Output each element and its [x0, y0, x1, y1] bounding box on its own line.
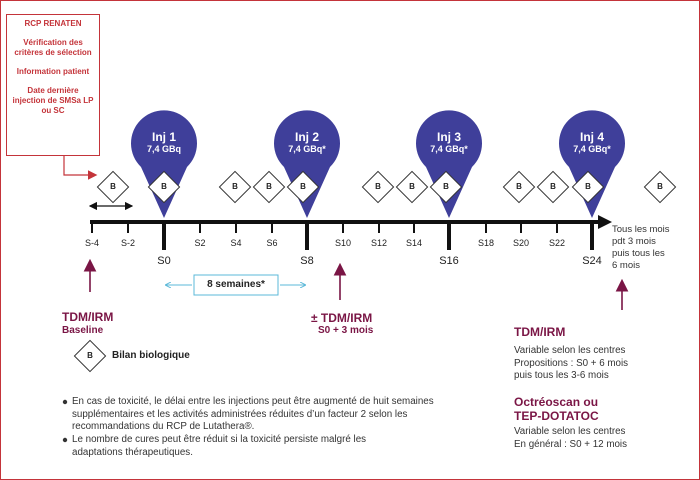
bio-marker-label: B — [161, 182, 167, 191]
injection-name: Inj 1 — [151, 130, 176, 144]
tick-label-major: S8 — [300, 255, 314, 267]
injection-name: Inj 2 — [294, 130, 319, 144]
followup-octreo-title-line: Octréoscan ou — [514, 395, 599, 409]
tick-label: S2 — [194, 238, 206, 248]
end-note-line: pdt 3 mois — [612, 236, 656, 247]
mid-exam-sub: S0 + 3 mois — [318, 325, 374, 336]
interval-label: 8 semaines* — [207, 279, 265, 290]
timeline-arrowhead — [598, 215, 612, 229]
injection-dose: 7,4 GBq* — [573, 144, 611, 154]
note-toxicity-reduction: Le nombre de cures peut être réduit si la toxicité persiste malgré les adaptations thérapeutiques. — [72, 434, 367, 458]
end-note-line: Tous les mois — [612, 224, 670, 235]
rcp-line-last-injection: Date dernière injection de SMSa LP ou SC — [12, 86, 94, 115]
baseline-exam-sub: Baseline — [62, 325, 104, 336]
injection-pin-4 — [559, 110, 625, 218]
tick-label-major: S16 — [439, 255, 459, 267]
followup-octreo-line: Variable selon les centres — [514, 426, 626, 437]
injection-label-1 — [129, 130, 199, 155]
tick-label: S-4 — [84, 238, 100, 248]
tick-label: S-2 — [120, 238, 136, 248]
followup-tdm-line: puis tous les 3-6 mois — [514, 370, 609, 381]
end-note-line: puis tous les — [612, 248, 665, 259]
rcp-connector-arrow — [64, 156, 95, 175]
bio-marker-label: B — [110, 182, 116, 191]
injection-dose: 7,4 GBq* — [430, 144, 468, 154]
legend-text: Bilan biologique — [112, 350, 190, 361]
followup-tdm-details — [514, 345, 628, 383]
tick-label: S12 — [370, 238, 388, 248]
injection-dose: 7,4 GBq* — [288, 144, 326, 154]
end-note-line: 6 mois — [612, 260, 640, 271]
rcp-line-information: Information patient — [16, 67, 90, 76]
injection-pin-2 — [274, 110, 340, 218]
injection-name: Inj 4 — [579, 130, 604, 144]
bio-marker-label: B — [550, 182, 556, 191]
note-toxicity-delay: En cas de toxicité, le délai entre les injections peut être augmenté de huit semaines supplémentaires et les activités administrées réduites d’un facteur 2 selon les recommandations du RCP de Lutathera®. — [72, 396, 434, 433]
followup-tdm-title: TDM/IRM — [514, 325, 566, 339]
injection-label-4 — [557, 130, 627, 155]
rcp-renaten-box — [6, 14, 100, 156]
bio-marker-label: B — [300, 182, 306, 191]
injection-pin-3 — [416, 110, 482, 218]
tick-label: S20 — [512, 238, 530, 248]
followup-tdm-line: Propositions : S0 + 6 mois — [514, 357, 629, 369]
bio-marker-label: B — [266, 182, 272, 191]
mid-exam-title: ± TDM/IRM — [311, 311, 373, 325]
tick-label: S4 — [230, 238, 242, 248]
injection-label-2 — [272, 130, 342, 155]
bio-marker-label: B — [375, 182, 381, 191]
bio-marker-label: B — [585, 182, 591, 191]
tick-label: S22 — [548, 238, 566, 248]
injection-name: Inj 3 — [436, 130, 461, 144]
note-bullet — [63, 438, 67, 442]
bio-marker-label: B — [516, 182, 522, 191]
injection-dose: 7,4 GBq — [146, 144, 181, 154]
followup-octreo-title-line: TEP-DOTATOC — [514, 409, 599, 423]
followup-octreo-title — [514, 395, 599, 423]
note-bullet — [63, 400, 67, 404]
tick-label: S18 — [477, 238, 495, 248]
injection-label-3 — [414, 130, 484, 155]
tick-label-major: S24 — [582, 255, 602, 267]
bio-marker-label: B — [232, 182, 238, 191]
followup-tdm-line: Variable selon les centres — [514, 345, 626, 356]
rcp-title: RCP RENATEN — [24, 19, 82, 28]
followup-frequency-note — [612, 224, 670, 272]
tick-label: S6 — [266, 238, 278, 248]
bio-marker-label: B — [657, 182, 663, 191]
bio-marker-label: B — [443, 182, 449, 191]
followup-octreo-line: En général : S0 + 12 mois — [514, 438, 628, 450]
baseline-exam-title: TDM/IRM — [62, 310, 114, 324]
tick-label: S14 — [405, 238, 423, 248]
bio-marker-label: B — [409, 182, 415, 191]
tick-label-major: S0 — [157, 255, 171, 267]
legend-marker-label: B — [87, 351, 93, 360]
followup-octreo-details — [514, 426, 627, 451]
tick-label: S10 — [334, 238, 352, 248]
rcp-line-selection: Vérification des critères de sélection — [14, 38, 92, 57]
